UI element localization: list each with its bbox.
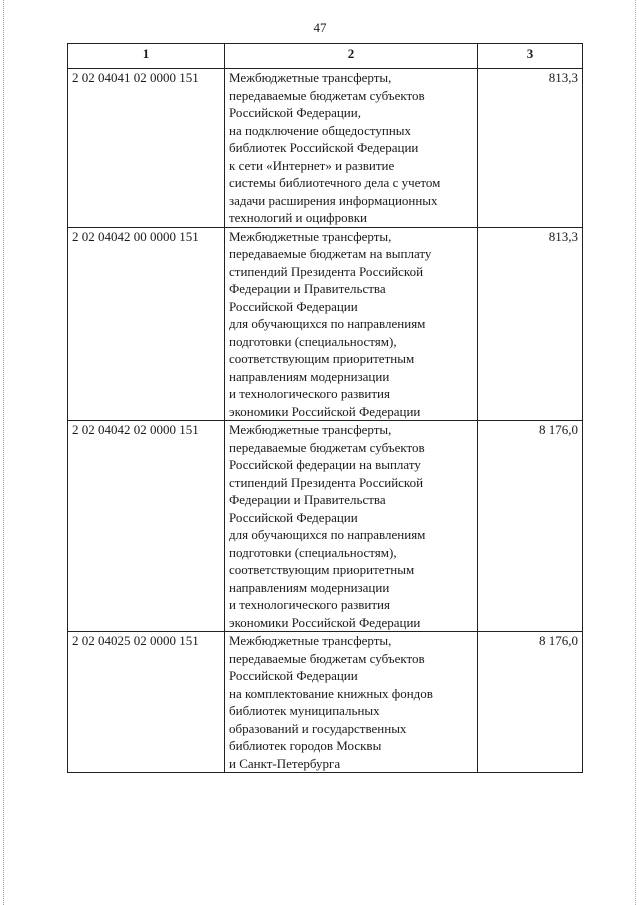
description-line: экономики Российской Федерации (229, 614, 421, 630)
table-row (68, 69, 583, 228)
description-line: соответствующим приоритетным (229, 562, 415, 577)
description-line: Межбюджетные трансферты, (229, 70, 392, 85)
description-line: подготовки (специальностям), (229, 544, 397, 560)
description-line: к сети «Интернет» и развитие (229, 157, 395, 173)
scan-edge-left (3, 0, 4, 905)
budget-code: 2 02 04042 00 0000 151 (68, 227, 225, 421)
description-line: Межбюджетные трансферты, (229, 228, 392, 244)
transfer-description (225, 632, 478, 773)
description-line: передаваемые бюджетам субъектов (229, 439, 425, 455)
description-line: Межбюджетные трансферты, (229, 633, 392, 648)
table-row (68, 421, 583, 632)
description-line: соответствующим приоритетным (229, 351, 415, 366)
description-line: библиотек муниципальных (229, 703, 380, 718)
description-line: системы библиотечного дела с учетом (229, 175, 441, 190)
description-line: передаваемые бюджетам на выплату (229, 246, 432, 261)
table-row (68, 227, 583, 421)
description-line: для обучающихся по направлениям (229, 527, 426, 542)
description-line: библиотек городов Москвы (229, 738, 382, 753)
budget-code: 2 02 04041 02 0000 151 (68, 69, 225, 228)
table-header-row (68, 44, 583, 69)
description-line: Российской Федерации (229, 509, 358, 525)
transfer-description (225, 227, 478, 421)
amount: 8 176,0 (478, 421, 583, 632)
description-line: и Санкт-Петербурга (229, 755, 341, 771)
description-line: для обучающихся по направлениям (229, 316, 426, 331)
amount: 8 176,0 (478, 632, 583, 773)
description-line: образований и государственных (229, 720, 407, 736)
description-line: и технологического развития (229, 597, 390, 612)
description-line: библиотек Российской Федерации (229, 140, 419, 155)
page-number: 47 (313, 20, 327, 35)
description-line: задачи расширения информационных (229, 192, 438, 208)
description-line: экономики Российской Федерации (229, 403, 421, 419)
description-line: Российской федерации на выплату (229, 457, 421, 472)
description-line: Федерации и Правительства (229, 281, 386, 296)
amount: 813,3 (478, 227, 583, 421)
description-line: стипендий Президента Российской (229, 474, 424, 490)
description-line: Российской Федерации (229, 668, 358, 683)
column-header-2: 2 (225, 44, 478, 69)
description-line: и технологического развития (229, 386, 390, 401)
table-body (68, 69, 583, 773)
description-line: направлениям модернизации (229, 579, 390, 595)
description-line: направлениям модернизации (229, 368, 390, 384)
description-line: Федерации и Правительства (229, 492, 386, 507)
description-line: Российской Федерации, (229, 105, 361, 120)
description-line: передаваемые бюджетам субъектов (229, 650, 425, 666)
table-row (68, 632, 583, 773)
transfer-description (225, 421, 478, 632)
budget-code: 2 02 04025 02 0000 151 (68, 632, 225, 773)
description-line: технологий и оцифровки (229, 210, 368, 225)
description-line: подготовки (специальностям), (229, 333, 397, 349)
column-header-3: 3 (478, 44, 583, 69)
description-line: на комплектование книжных фондов (229, 685, 433, 701)
column-header-1: 1 (68, 44, 225, 69)
transfer-description (225, 69, 478, 228)
description-line: передаваемые бюджетам субъектов (229, 87, 425, 103)
description-line: на подключение общедоступных (229, 122, 412, 138)
description-line: Российской Федерации (229, 298, 358, 314)
budget-code: 2 02 04042 02 0000 151 (68, 421, 225, 632)
budget-table (67, 43, 583, 773)
scan-edge-right (635, 0, 636, 905)
amount: 813,3 (478, 69, 583, 228)
description-line: Межбюджетные трансферты, (229, 422, 392, 437)
description-line: стипендий Президента Российской (229, 263, 424, 279)
